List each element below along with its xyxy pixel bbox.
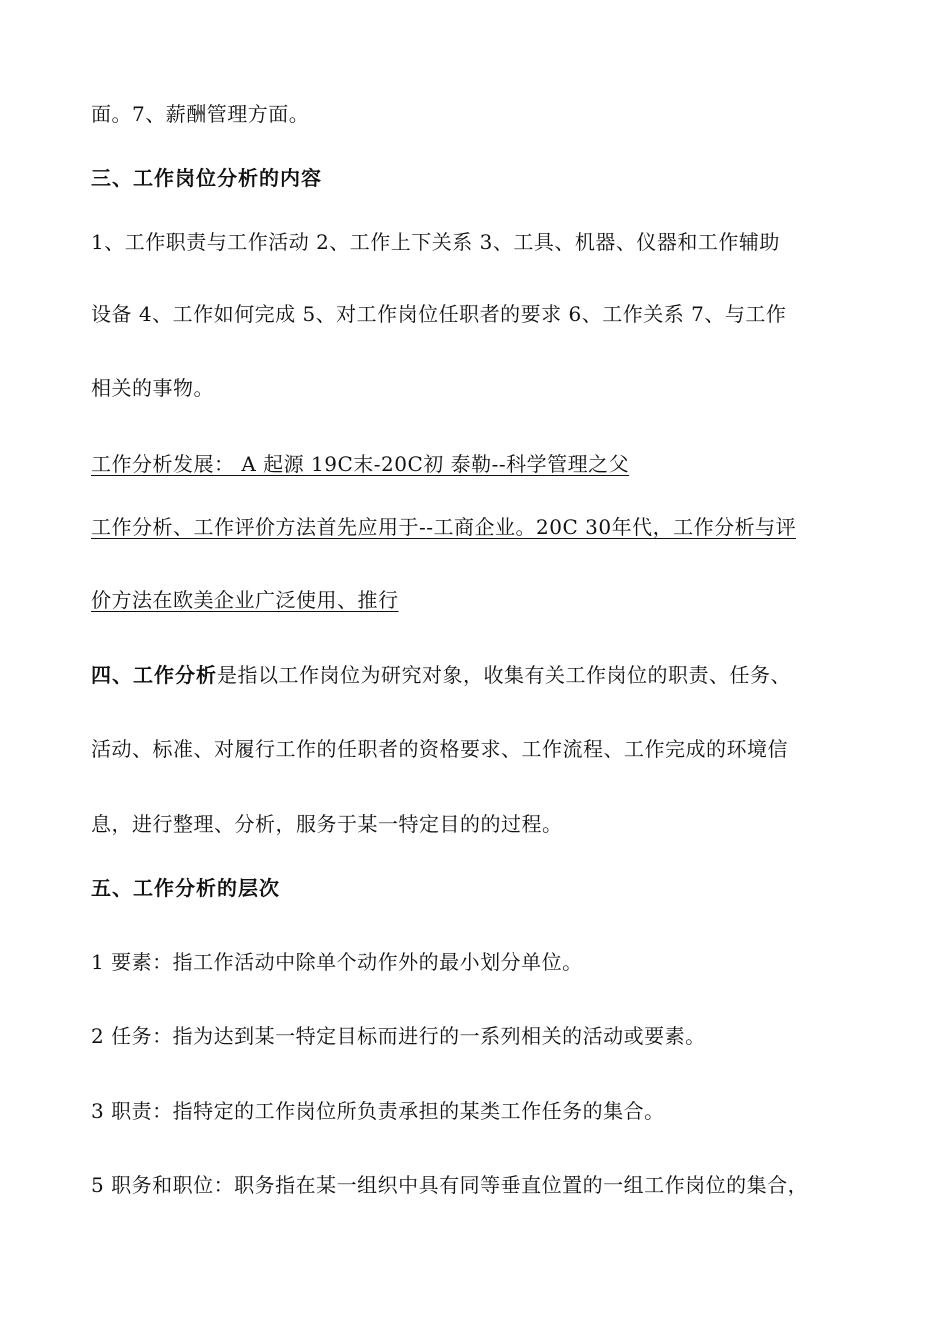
section-heading-4: 四、工作分析 <box>91 663 217 687</box>
definition-text: 是指以工作岗位为研究对象，收集有关工作岗位的职责、任务、 <box>217 663 791 687</box>
section-heading-3: 三、工作岗位分析的内容 <box>91 166 322 190</box>
paragraph-line: 相关的事物。 <box>91 376 214 400</box>
underlined-note-line: 工作分析发展： A 起源 19C末-20C初 泰勒--科学管理之父 <box>91 452 630 476</box>
list-item: 1 要素：指工作活动中除单个动作外的最小划分单位。 <box>91 950 583 974</box>
list-item: 2 任务：指为达到某一特定目标而进行的一系列相关的活动或要素。 <box>91 1024 706 1048</box>
paragraph-line: 设备 4、工作如何完成 5、对工作岗位任职者的要求 6、工作关系 7、与工作 <box>91 302 787 326</box>
list-item: 5 职务和职位：职务指在某一组织中具有同等垂直位置的一组工作岗位的集合， <box>91 1173 809 1197</box>
underlined-note-line: 价方法在欧美企业广泛使用、推行 <box>91 588 399 612</box>
paragraph-line: 面。7、薪酬管理方面。 <box>91 102 310 126</box>
list-item: 3 职责：指特定的工作岗位所负责承担的某类工作任务的集合。 <box>91 1099 665 1123</box>
paragraph-line: 息，进行整理、分析，服务于某一特定目的的过程。 <box>91 812 563 836</box>
underlined-note-line: 工作分析、工作评价方法首先应用于--工商企业。20C 30年代，工作分析与评 <box>91 515 797 539</box>
paragraph-line: 1、工作职责与工作活动 2、工作上下关系 3、工具、机器、仪器和工作辅助 <box>91 230 780 254</box>
section-heading-5: 五、工作分析的层次 <box>91 876 280 900</box>
paragraph-line: 活动、标准、对履行工作的任职者的资格要求、工作流程、工作完成的环境信 <box>91 737 788 761</box>
definition-line <box>91 661 871 689</box>
